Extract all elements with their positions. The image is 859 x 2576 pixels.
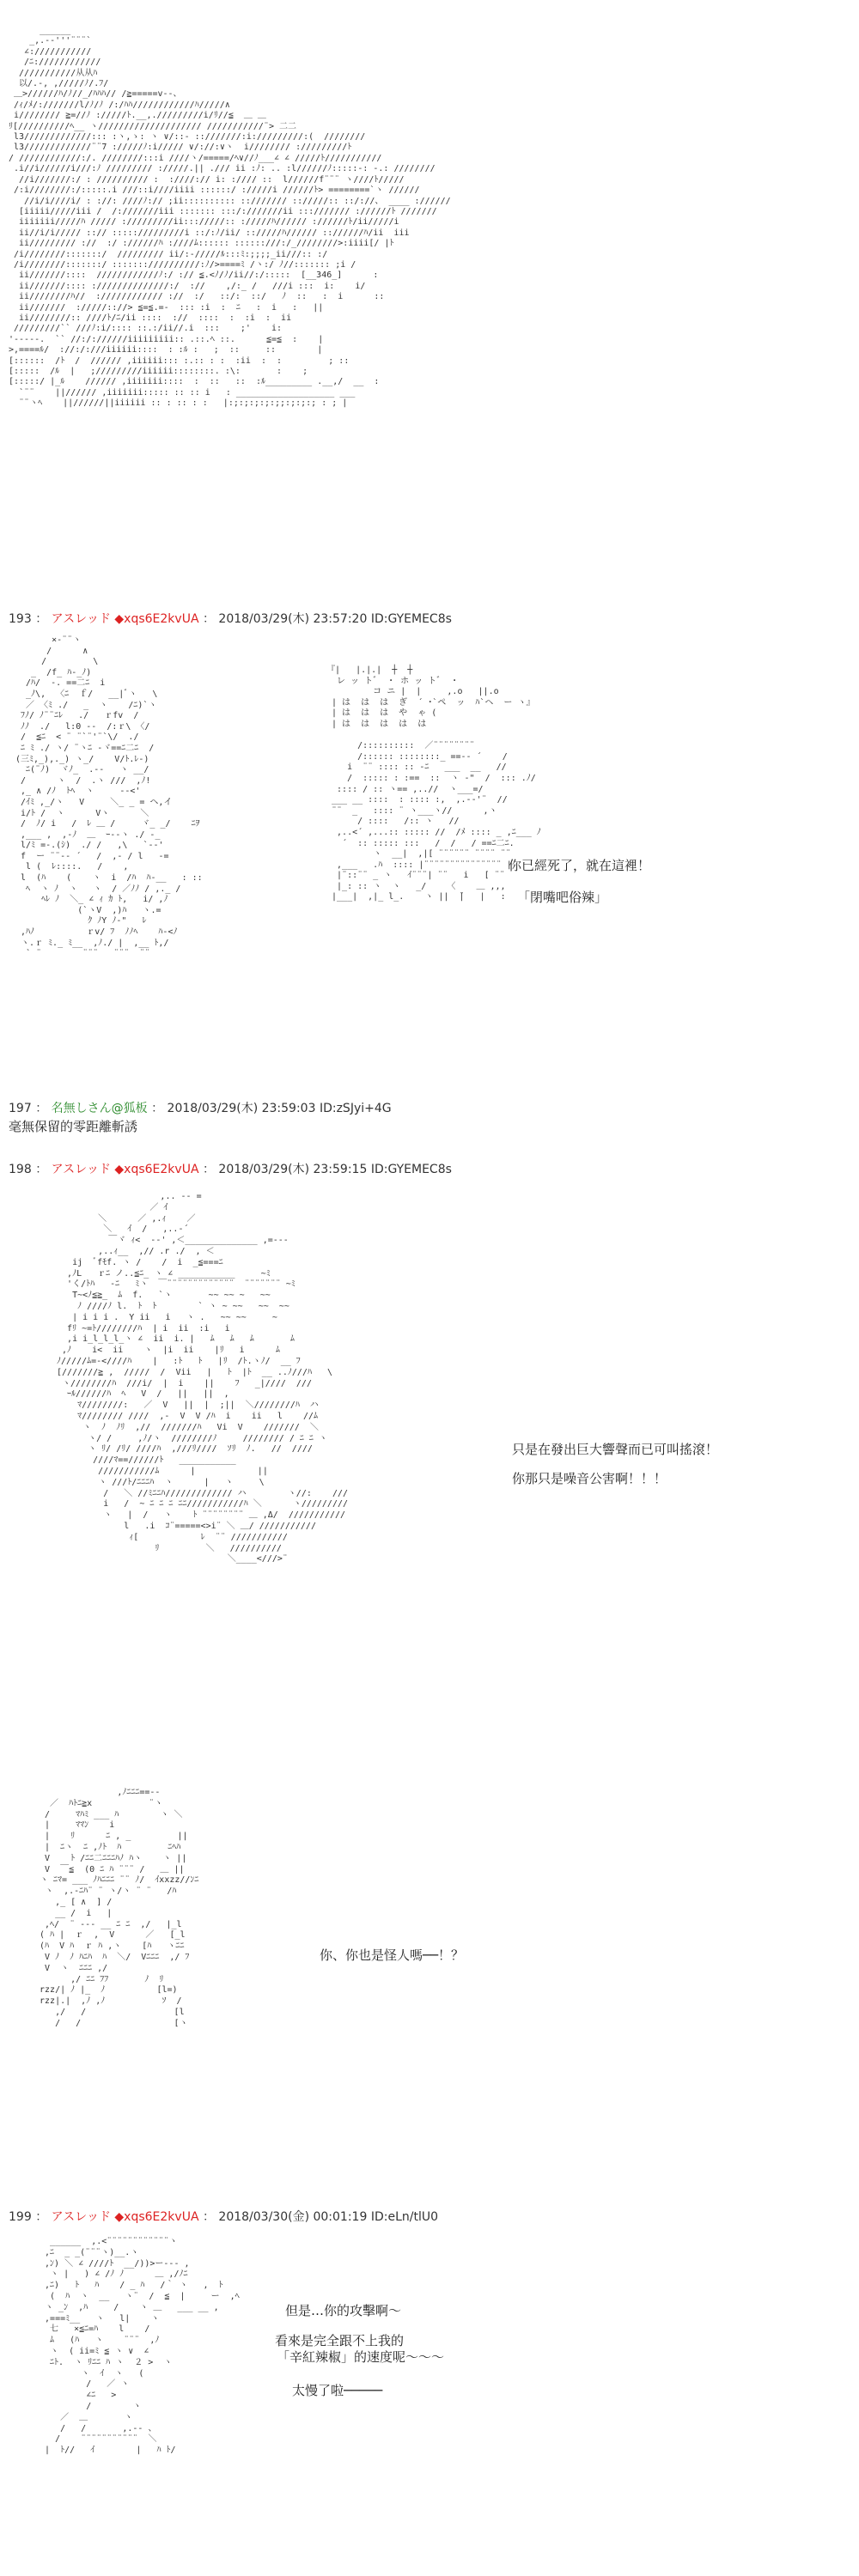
post-body-197: 毫無保留的零距離斬誘 — [9, 1119, 138, 1134]
post-datetime: 2018/03/29(木) 23:59:15 — [218, 1163, 368, 1176]
speech-text: 太慢了啦───── — [292, 2383, 383, 2398]
ascii-art-post-193-right: 『| |.|.| ┼ ┼ レ ッ ト゛ ・ ホ ッ ト゛ ・ コ ニ | | ,.o ||.o | は は は ぎ ´ ･`ペ ッ ﾊ`ヘ ー ヽ』 | は は は や ゃ ( | は は は は は /:::::::::: ／¨¨¨¨¨¨¨¨ /:::::: ::::::::_ ==-- ´ / i ¨¨ :::: :: -ﾆ ___ __ // / ::::: : :== :: ヽ -" / ::: .ﾉ/ :::: / :: ヽ== ,..// ヽ___=/ ___ __ :::: : :::: :, ,.-‐'¨ // ¨¨ _ :::: ¨ ヽ___ヽ// ,ヽ / :::: /:: ヽ // ,..<´ ,...:: ::::: // /ﾒ :::: _ ,ﾆ___ ﾉ ´ :: ::::: ::: / / / ==ﾆ二ﾆ. ヽ __| ,|[ ¨¨¨¨¨¨ ¨¨¨¨ ¨¨ ,___ .ﾊ :::: |¨¨¨¨¨¨¨¨¨¨¨¨¨¨¨ | |¨::¨¨ _ ヽ ｲ¨¨¨| ¨¨ i [ ¨¨ |_: :: ヽ ヽ _/ 〈 ＿ ,,, |___| ,|_ l_. ヽ || ̄| | : — [326, 665, 541, 902]
post-number[interactable]: 198 — [9, 1163, 32, 1176]
post-id[interactable]: ID:GYEMEC8s — [370, 612, 452, 626]
post-author-trip: ◆xqs6E2kvUA — [114, 2210, 199, 2224]
post-number[interactable]: 197 — [9, 1102, 32, 1115]
post-author-trip: ◆xqs6E2kvUA — [114, 1163, 199, 1176]
speech-text: 但是…你的攻擊啊〜 — [285, 2303, 402, 2318]
speech-text: 你、你也是怪人嗎──！？ — [320, 1947, 465, 1963]
post-datetime: 2018/03/29(木) 23:57:20 — [218, 612, 368, 626]
ascii-art-post-198-b: ,ﾉﾆﾆﾆ==-- ／ ﾊﾄﾆ≧x ¨ヽ / ﾏﾊﾐ ___ ﾊ ヽ ＼ | ﾏﾏﾝ i | ﾘ ﾆ , _ || | ﾆヽ ﾆ ,ﾉﾄ ﾊ ﾆﾍﾊ V ﾄ /ﾆﾆ二ﾆﾆﾆﾊﾉ ﾊヽ ヽ || V ￣≦ (0 ﾆ ﾊ ¨¨¨ / ＿ || ヽ ﾆﾏ= ___ ﾉﾊﾆﾆﾆ ¨¨ ﾉ/ ｲxxzz//ﾝﾆ ヽ ,.-ﾆﾊ¨ ¨ ヽ/ヽ ¨ ¨ /ﾊ ,_ [ ∧ ] / __ / i | ,ﾍ/ ¨ --- __ ﾆ ﾆ ,/ |_l ( ﾊ | ｒ , V ／ [_l (ﾊ V ﾊ ｒ ﾊ ,ヽ [ﾊ ヽﾆﾆ V ﾉ ﾉ ﾊﾆﾊ ﾊ ＼/ Vﾆﾆﾆ ,/ ﾌ V ヽ ﾆﾆﾆ ,/ ,/ ﾆﾆ ﾌﾌ ﾉ ﾘ rzz/| ﾉ |_ ﾉ [l=) rzz|.| ,ﾉ ,ﾉ ｿ / ,/ / [l / / [ヽ — [40, 1788, 199, 2028]
post-header-198: 198 ： アスレッド ◆xqs6E2kvUA ： 2018/03/29(木) 23:59:15 ID:GYEMEC8s — [9, 1163, 452, 1176]
post-id[interactable]: ID:eLn/tlU0 — [370, 2210, 438, 2224]
speech-text: 「辛紅辣椒」的速度呢〜〜〜 — [277, 2349, 445, 2365]
post-datetime: 2018/03/30(金) 00:01:19 — [218, 2210, 368, 2224]
ascii-art-post-193-left: ×-¨¨ヽ / ∧ / \ _ /f_ ﾊ-_ﾉ) /ﾊ/ -. ==二ﾆ i _ﾉ\, 〈ﾆ ｆ/ __|ﾞヽ \ ／ 〈ﾐ ./ _ ヽ /ﾆ)`ヽ ﾌﾉ/ ﾉ¨¨ﾆﾚ ./ ｒfv / ﾉﾉ ./ l:0 ‐‐ /:ｒ\ 〈/ / ≦ﾆ < ¨ ¨`¨'¨`\/ ./ ﾆ ﾐ ./ ヽ/ ¨ヽﾆ ‐ヾ==ﾆ二ﾆ / (三ﾐ,_),._) ヽ_/ V/ﾄ.ﾚ-) ﾆ(¨ﾉ) ヾﾉ_ .-- ヽ __/ / ヽ / .ヽ /// ,ﾉ! ,_ ∧ /ﾉ ﾄﾍ ヽ ‐‐<' /ｲﾐ ,_/ヽ V ＼_ _ = ヘ,イ i/ﾄ / ヽ Vヽ ＼ / ﾉ/ i / ﾚ ＿ / ヾ_ _/ ﾆｦ ,___ , ,-ﾉ ＿ ｰ--ヽ ./ -_ l/ﾐ =-.(ｼ) ./ / ,\ `‐-' f ー ¨¨-- ´ / ,- / l -= l ( ﾚ::::. / , l (ﾊ ( ヽ i /ﾊ ﾊ-__ : :: ﾍ ヽ ﾉ ヽ ヽ / ／ﾉﾉ / ,._ / ﾍﾚ ﾉ ＼_ ∠ ｨ ｶ ﾄ, i/ ,ﾉ (`ヽV ,)ﾊ ヽ.= ｸ ﾉY ﾉ-" ﾚ ,ﾊﾉ ｒv/ ﾌ ﾉﾉﾍ ﾊ-<ﾉ ヽ.ｒ ﾐ._ ﾐ__ ,ﾉ./ | ,__ ﾄ,/ ` ¨ ¨¨¨ ¨¨¨ ¨¨ — [15, 635, 203, 959]
ascii-art-post-199: ______ ,.<¨¨¨¨¨¨¨¨¨¨¨¨ヽ ,ﾆ _ _(¨¨¨ヽ)__.ヽ ,ﾝ) ＼ ∠ ////ﾄ __/))>ー--- , ヽ | ) ∠ /ﾉ ﾉ ＿ ,/ﾉﾆ ,ﾆ) ﾄ ﾊ / _ ﾊ /｀ ヽ , ﾄ ( ﾊ ヽ __ ヽ¨ / ≦ | ー ,ﾍ ヽ _ﾝ ,ﾊ / ヽ ＿ ___ __ , ,===ﾐ__ ヽ l| ヽ 七 ×≦ﾆ=ﾊ l / ﾑ (ﾊ ヽ ¨¨¨ ,ﾉ ヽ ( ii=ﾐ ≦ ヽ ∨ ∠ ﾆﾄ. ヽ ﾘﾆﾆ ﾊ ヽ ２ > ヽ ヽ ｲ ヽ ( / ／ ヽ ∠ﾆ > / ヽ ／ ＿ ヽ / / ,.-- 、 / ¨¨¨¨¨¨¨¨¨¨¨ ＼ | ﾄ// ｲ | ﾊ ﾄ/ — [45, 2237, 240, 2456]
post-header-197: 197 ： 名無しさん@狐板 ： 2018/03/29(木) 23:59:03 ID:zSJyi+4G — [9, 1102, 392, 1115]
post-number[interactable]: 193 — [9, 612, 32, 626]
speech-text: 你那只是噪音公害啊！！！ — [512, 1471, 667, 1486]
speech-text: 「閉嘴吧俗辣」 — [517, 890, 608, 905]
post-number[interactable]: 199 — [9, 2210, 32, 2224]
post-id[interactable]: ID:zSJyi+4G — [319, 1102, 392, 1115]
speech-text: 你已經死了，就在這裡！ — [509, 858, 651, 873]
speech-text: 只是在發出巨大響聲而已可叫搖滾！ — [512, 1442, 719, 1457]
post-datetime: 2018/03/29(木) 23:59:03 — [167, 1102, 316, 1115]
post-author-trip: ◆xqs6E2kvUA — [114, 612, 199, 626]
post-header-199: 199 ： アスレッド ◆xqs6E2kvUA ： 2018/03/30(金) 00:01:19 ID:eLn/tlU0 — [9, 2210, 438, 2224]
ascii-art-hat-top: ______ _,.-‐'''¨¨¨` ∠://///////// /ﾆ://////////// ///////////从从ﾊ 以/.-, ,/////ﾉ/.ﾌ/ ＿>//////ﾊ/ﾉ//_/ﾊﾊﾊ// /≧=====v--、 /ｨ/ﾒ/:///////l/ﾉ/ﾉ /:/ﾊﾊ////////////ﾊ/////∧ i//////// ≧=//ﾉ ://///ﾄ.__,./////////i/ﾘ//≦ ＿ ＿ ﾘ[//////////ﾍ__ ヽ//////////////////// ///////////¨> 二二 l3/////////////::: :ヽ,ゝ: ヽ ∨/::- ::///////:i://///////:( //////// l3/////////////¨¨7 ://///ﾉ:i///// ∨/://:∨ヽ i//////// ://///////ﾄ / ////////////:/. ////////:::i ////ヽ/=====/ﾍ∨//ﾉ___∠ ∠ /////ﾄ/////////// .i//i//////i///:ﾉ ///////// ://///.|| ./// ii :ﾉ: .. :l//////ﾉ:::::-: -.: //////// //i///////:/ : ////////// : :////:// i: ://// :: l//////f¨¨¨ ヽ////ﾄ///// /:i////////:/:::::.i ///::i////iiii ::::::/ ://///i //////ﾄ> ========`ヽ ////// //i/i////i/ : ://: ////ﾉ:// ;ii:::::::::: :://///// :://///:: ::/://、 ____ :////// [iiiii/////iii / /:///////iii ::::::: :::/:///////ii ::://///// ://////ﾄ /////// iiiiiii/////ﾊ ///// ://///////ii::://///:: ://///ﾊ////// ://////ﾄ/ii/////i ii//i/i///// ::// ::::://///////i ::/:ﾉ/ii/ :://///ﾊ////// :://////ﾊ/ii iii ii///////// :// :/ ://////ﾊ :////ﾑ:::::: ::::::///:/_////////>:iiii[/ |ﾄ /i////////:::::::/ ///////// ii/:-/////ﾙ:::ﾐ:;;;;_ii///:: :/ /i////////:::::::/ ::::::://////////:ﾉ/>====ﾐ /ヽ:/ ﾉ//::::::: ;i / ii///////:::: ////////////ﾉ:/ :// ≦.<ﾉ/ﾉ/ii//:/::::: [__346_] : ii///////:::: ://////////////:/ :// ,/:_ / ///i ::: i: i/ ii////////ﾊ// ://////////// :// :/ ::/: ::/ ﾉ :: : i :: ii/////// ://///:://> ≦=≦.=- ::: :i : ﾆ : i : || ii////////:: ////ﾄ/ﾆ/ii :::: :// :::: : :i : ii /////////`` ///ﾉ:i/:::: ::.:/ii//.i ::: ;' i: '-----. `` //:/://////iiiiiiiii:: .::.ﾍ ::. ≦=≦ : | >,====ﾙ/ ://:/:///iiiiii:::: : :ﾙ : ; :: :: | [:::::: /ﾄ / ////// ,iiiiii::: :.:: : : :ii : : ; :: [::::: /ﾙ | ;/////////iiiiii::::::::. :\: : ; [:::::/ |_ﾙ ////// ,iiiiiii:::: : :: :: :ﾙ_________ .__,/ __ : `¨¨ ||////// ,iiiiiii::::: :: :: i : ___________________ ___ ¨¨ヽﾍ ||//////||iiiiii :: : :: : : |:;:;:;:;:;;:;:;:; : ; | — [9, 26, 451, 409]
post-id[interactable]: ID:GYEMEC8s — [370, 1163, 452, 1176]
post-author-name: 名無しさん@狐板 — [51, 1102, 148, 1115]
speech-text: 看來是完全跟不上我的 — [275, 2333, 405, 2348]
post-header-193: 193 ： アスレッド ◆xqs6E2kvUA ： 2018/03/29(木) 23:57:20 ID:GYEMEC8s — [9, 612, 452, 626]
ascii-art-post-198: ,.. -- = ／ ｲ ＼ ／ ,.ｨ ／ ＼ ｲ / ,..-´ ￣ヾ ｨ< -‐' ,＜______________ ,=--- ,..ｨ__ ,// .r ./ , ＜ ij ﾞfﾓf. ヽ / / i _≦===ﾆ ,ﾉL ｒﾆ ノ..≦ﾆ_ ヽ ∠ ___________ ~ﾐ 'く/ﾄﾊ -ﾆ ﾐヽ ￣¨¨¨¨¨¨¨¨¨¨¨¨¨ ¨¨¨¨¨¨¨ ~ﾐ T~<ﾉ≦≧_ ﾑ f. `ヽ ~~ ~~ ~ ~~ ﾉ ////ﾉ l. ﾄ ﾄ ` ヽ ~ ~~ ~~ ~~ | i i i . Y ii i ヽ . ~~ ~~ ~ fﾘ ~=ﾄ////////ﾊ | i ii :i i ,i i_l_l_l_ヽ ∠ ii i. | ﾑ ﾑ ﾑ ﾑ ,ﾉ i< ii ヽ |i ii |ﾘ i ﾑ ﾉ/////ﾑ=-<////ﾊ | :ﾄ ﾄ |ﾘ /ﾄ.ヽﾉ/ __ ﾌ [///////≧ , ///// / Vii | ﾄ |ﾄ __ ..ﾉ///ﾊ \ ヽ////////ﾊ ///i/ | i || ﾌ _|//// /// ｰﾙ//////ﾊ ﾍ V / || || , ﾏ////////: ／ V || | ;|| ＼////////ﾊ ハ ﾏ//////// //// ,- V V /ﾊ i ii l //ﾑ ヽ ﾉ ﾉﾘ ,// ///////ﾊ Vi V /////// ＼ ヽ/ / ,ﾉ/ヽ ////////ﾉ //////// / ﾆ ﾆ ヽ ヽ ﾘ/ /ﾘ/ ////ﾊ ,///ﾘ//// ｿﾘ ﾉ. // //// ////ﾏ==//////ﾄ ___________ ///////////ﾑ | || ヽ ///ﾄ/ﾆﾆﾆﾊ ヽ | ヽ \ / ＼ //ﾐﾆﾆﾊ///////////// ハ ヽ//: /// i / ~ ﾆ ﾆ ﾆ ﾆﾆ///////////ﾊ ＼ ヽ///////// ヽ | / ヽ ﾄ ¨¨¨¨¨¨¨¨ ＿ ,Δ/ /////////// l .i ｺ¨=====<>i¨ ＼ ＿/ /////////// ｨ[ ﾚ ¨¨ /////////// ﾘ ＼ ////////// ＼____<///>¨ — [57, 1192, 349, 1564]
post-author-name: アスレッド — [51, 612, 111, 626]
post-author-name: アスレッド — [51, 2210, 111, 2224]
post-author-name: アスレッド — [51, 1163, 111, 1176]
